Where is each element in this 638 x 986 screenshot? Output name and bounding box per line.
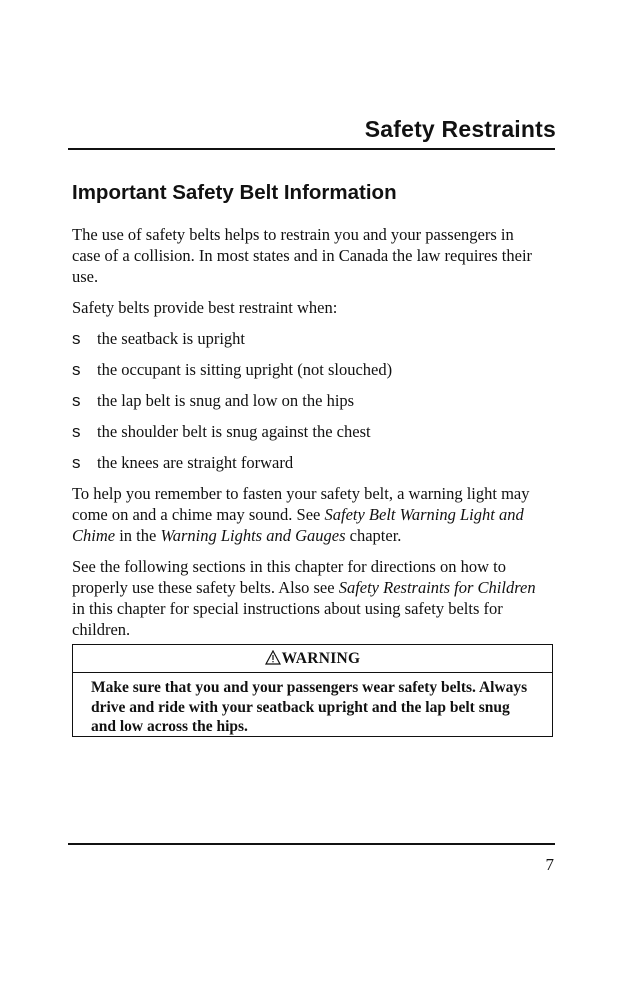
intro-paragraph: The use of safety belts helps to restrain you and your passengers in case of a collision. In most states and in Canada the law requires their use. <box>72 225 533 286</box>
bullet-icon: s <box>72 453 81 472</box>
bullet-icon: s <box>72 329 81 348</box>
restraint-conditions-list <box>72 328 542 473</box>
bullet-icon: s <box>72 422 81 441</box>
reminder-text: To help you remember to fasten your safety belt, a warning light may come on and a chime may sound. See <box>72 484 530 524</box>
warning-header <box>73 645 552 673</box>
warning-text: Make sure that you and your passengers wear safety belts. Always drive and ride with your seatback upright and the lap belt snug and low across the hips. <box>91 679 528 735</box>
reminder-paragraph <box>72 483 542 546</box>
footer-rule <box>68 843 555 845</box>
note-text: in this chapter for special instructions about using safety belts for children. <box>72 599 503 639</box>
warning-triangle-icon <box>265 650 281 665</box>
chapter-title: Safety Restraints <box>364 116 556 142</box>
reference-safety-belt-warning-light: Safety Belt Warning Light and Chime <box>72 505 524 545</box>
bullet-icon: s <box>72 391 81 410</box>
list-item-text: the occupant is sitting upright (not slouched) <box>97 360 393 379</box>
warning-box <box>72 644 553 737</box>
list-item-text: the shoulder belt is snug against the chest <box>97 422 371 441</box>
reference-safety-restraints-for-children: Safety Restraints for Children <box>338 578 536 597</box>
reference-warning-lights-and-gauges: Warning Lights and Gauges <box>160 526 346 545</box>
bullet-icon: s <box>72 360 81 379</box>
list-item-text: the seatback is upright <box>97 329 246 348</box>
reminder-text: in the <box>115 526 161 545</box>
section-heading: Important Safety Belt Information <box>72 181 397 204</box>
list-item <box>72 421 542 442</box>
reminder-text: chapter. <box>345 526 402 545</box>
list-item-text: the lap belt is snug and low on the hips <box>97 391 355 410</box>
sections-note-paragraph <box>72 556 542 640</box>
page-number: 7 <box>545 855 554 874</box>
note-text: See the following sections in this chapter for directions on how to properly use these safety belts. Also see <box>72 557 506 597</box>
list-item-text: the knees are straight forward <box>97 453 294 472</box>
list-item <box>72 359 542 380</box>
list-item <box>72 452 542 473</box>
warning-label: WARNING <box>281 649 361 667</box>
list-item <box>72 390 542 411</box>
lead-in-paragraph: Safety belts provide best restraint when: <box>72 298 338 317</box>
list-item <box>72 328 542 349</box>
section-body <box>72 224 542 650</box>
header-rule <box>68 148 555 150</box>
